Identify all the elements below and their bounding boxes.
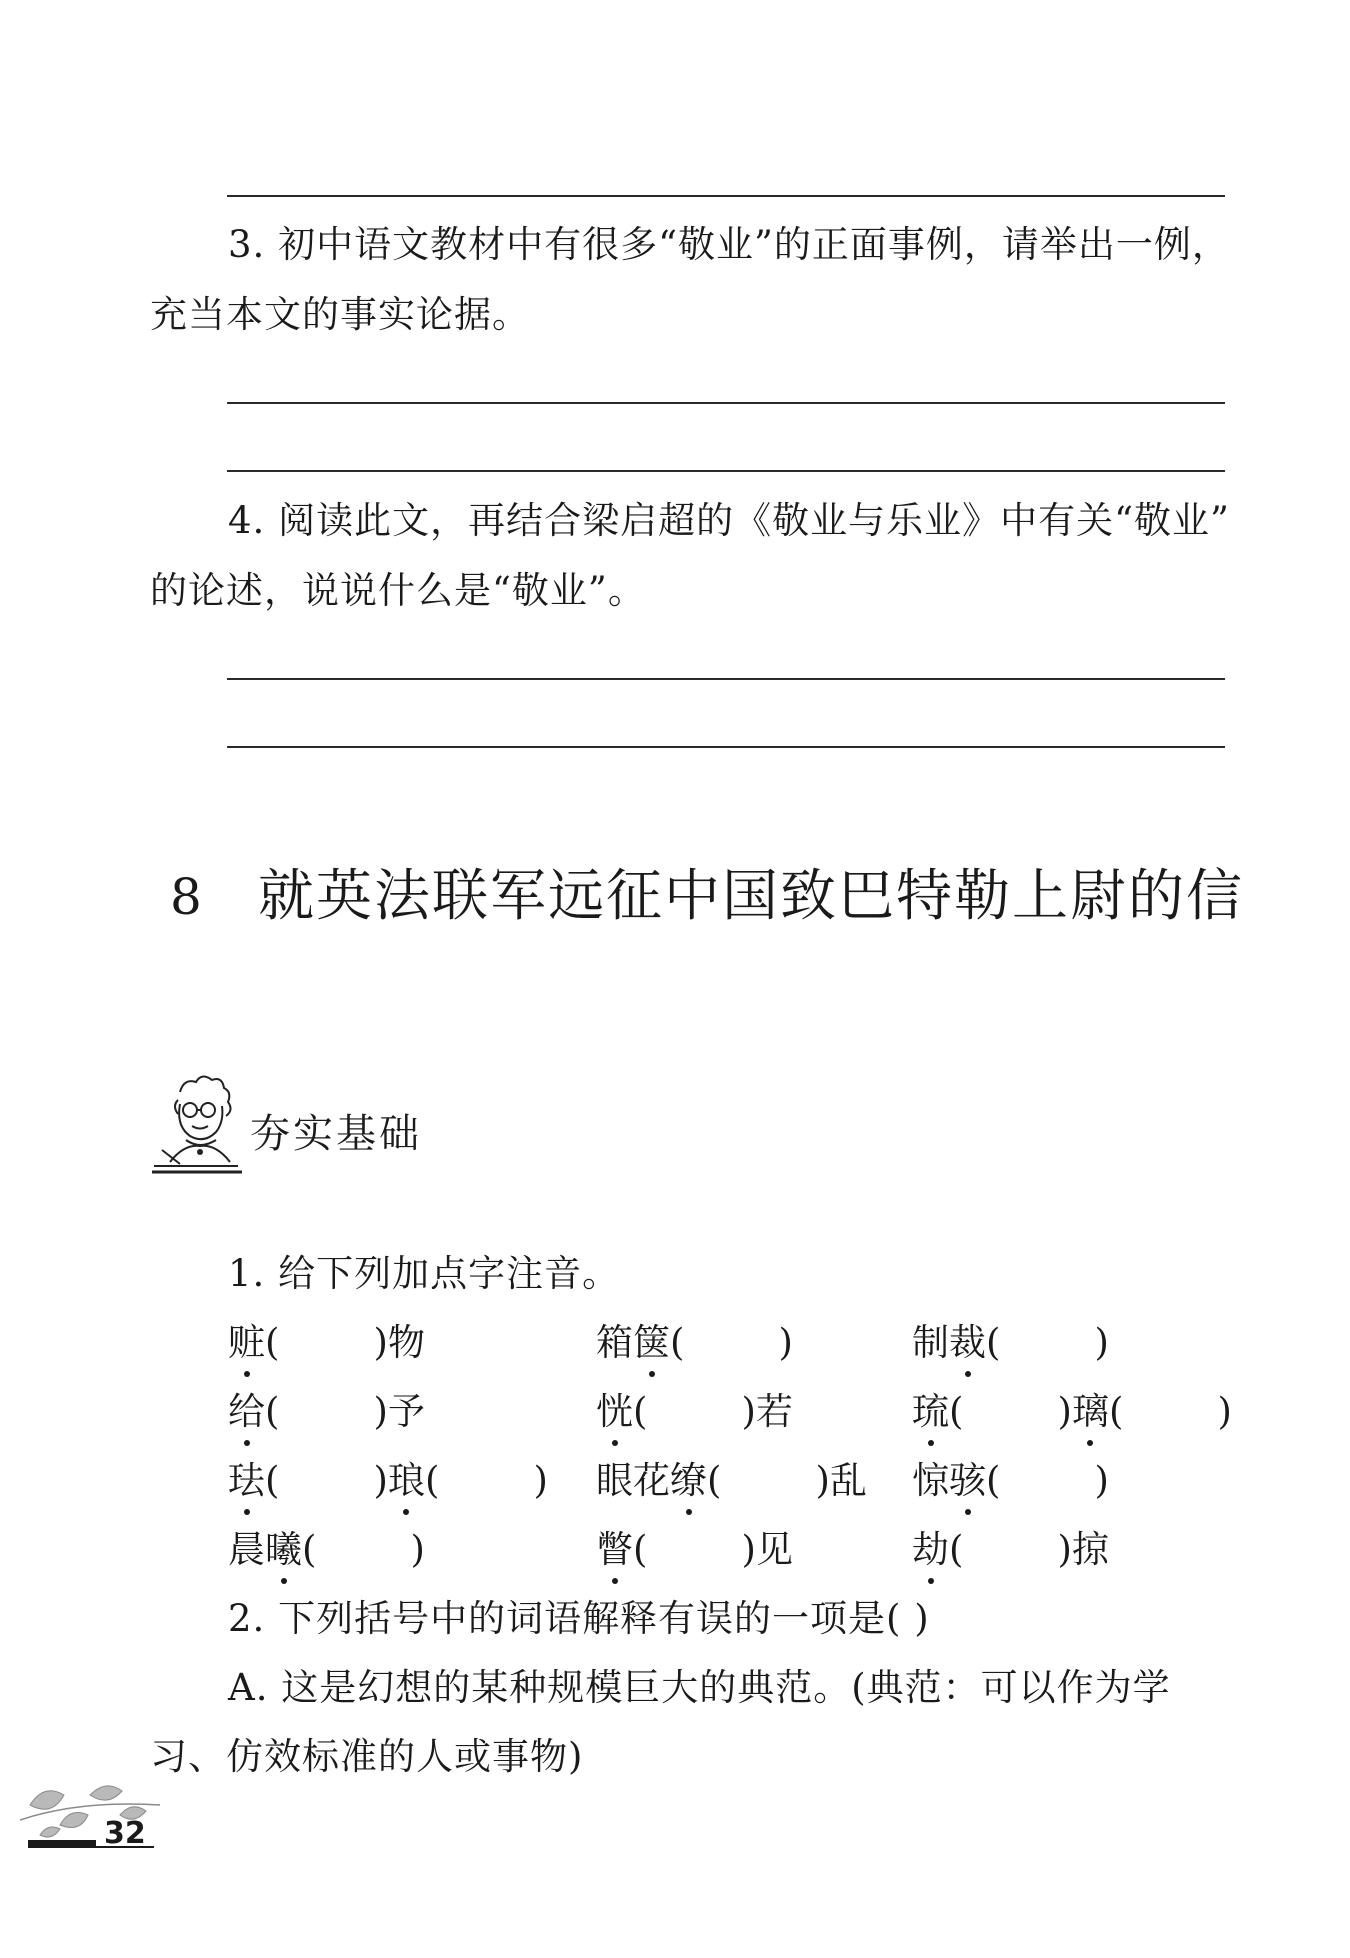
question-text: 初中语文教材中有很多“敬业”的正面事例，请举出一例， [278, 223, 1230, 266]
pinyin-item [228, 1520, 425, 1580]
pinyin-item [912, 1451, 1109, 1511]
plain-char: 晨 [228, 1528, 265, 1571]
dotted-char: 赃 [228, 1313, 265, 1373]
pinyin-item [228, 1382, 425, 1442]
plain-char: 制 [912, 1321, 949, 1364]
answer-blank[interactable]: ( ) [986, 1459, 1109, 1502]
answer-blank[interactable]: ( )若 [633, 1390, 793, 1433]
dotted-char: 劫 [912, 1520, 949, 1580]
pinyin-item [228, 1313, 425, 1373]
answer-blank[interactable]: ( ) [265, 1459, 388, 1502]
question-number: 3. [228, 223, 266, 266]
option-a[interactable]: A. 这是幻想的某种规模巨大的典范。(典范：可以作为学 [228, 1666, 1171, 1709]
dotted-char: 瞥 [596, 1520, 633, 1580]
answer-blank[interactable]: ( )物 [265, 1321, 425, 1364]
lesson-title: 就英法联军远征中国致巴特勒上尉的信 [258, 864, 1244, 929]
question-number: 4. [228, 499, 266, 542]
answer-blank[interactable]: ( ) [670, 1321, 793, 1364]
dotted-char: 恍 [596, 1382, 633, 1442]
answer-blank[interactable]: ( ) [424, 1459, 548, 1502]
answer-blank[interactable]: ( )见 [633, 1528, 793, 1571]
lesson-number: 8 [170, 868, 202, 926]
leaf-decoration-icon [20, 1765, 170, 1845]
option-a-continued: 习、仿效标准的人或事物) [150, 1735, 584, 1778]
pinyin-item [912, 1520, 1109, 1580]
answer-blank[interactable]: ( )予 [265, 1390, 425, 1433]
plain-char: 箱 [596, 1321, 633, 1364]
question-text-continued: 充当本文的事实论据。 [150, 293, 530, 336]
dotted-char: 缭 [670, 1451, 707, 1511]
answer-blank[interactable]: ( ) [302, 1528, 425, 1571]
answer-line [227, 746, 1225, 748]
answer-blank[interactable]: ( ) [986, 1321, 1109, 1364]
dotted-char: 琉 [912, 1382, 949, 1442]
question-2-prompt: 2. 下列括号中的词语解释有误的一项是( ) [228, 1597, 930, 1640]
answer-line [227, 195, 1225, 197]
pinyin-item [912, 1313, 1109, 1373]
pinyin-item [912, 1382, 1232, 1442]
answer-blank[interactable]: ( ) [949, 1390, 1072, 1433]
pinyin-item [596, 1451, 867, 1511]
pinyin-item [596, 1382, 793, 1442]
plain-char: 眼花 [596, 1459, 670, 1502]
plain-char: 惊 [912, 1459, 949, 1502]
section-header [150, 1070, 470, 1180]
dotted-char: 琅 [388, 1451, 425, 1511]
dotted-char: 骇 [949, 1451, 986, 1511]
answer-blank[interactable]: ( ) [1108, 1390, 1232, 1433]
dotted-char: 箧 [633, 1313, 670, 1373]
dotted-char: 璃 [1072, 1382, 1109, 1442]
pinyin-item [596, 1313, 793, 1373]
section-label: 夯实基础 [250, 1111, 422, 1157]
answer-line [227, 402, 1225, 404]
answer-line [227, 678, 1225, 680]
question-text: 阅读此文，再结合梁启超的《敬业与乐业》中有关“敬业” [278, 499, 1230, 542]
student-writing-icon [150, 1070, 250, 1180]
question-text-continued: 的论述，说说什么是“敬业”。 [150, 569, 646, 612]
answer-line [227, 470, 1225, 472]
question-4 [150, 486, 1230, 626]
pinyin-item [596, 1520, 793, 1580]
dotted-char: 珐 [228, 1451, 265, 1511]
pinyin-item [228, 1451, 548, 1511]
dotted-char: 给 [228, 1382, 265, 1442]
question-1-prompt: 1. 给下列加点字注音。 [228, 1252, 621, 1295]
page-number: 32 [104, 1816, 146, 1851]
dotted-char: 曦 [265, 1520, 302, 1580]
dotted-char: 裁 [949, 1313, 986, 1373]
question-3 [150, 210, 1230, 350]
answer-blank[interactable]: ( )乱 [707, 1459, 867, 1502]
answer-blank[interactable]: ( )掠 [949, 1528, 1109, 1571]
